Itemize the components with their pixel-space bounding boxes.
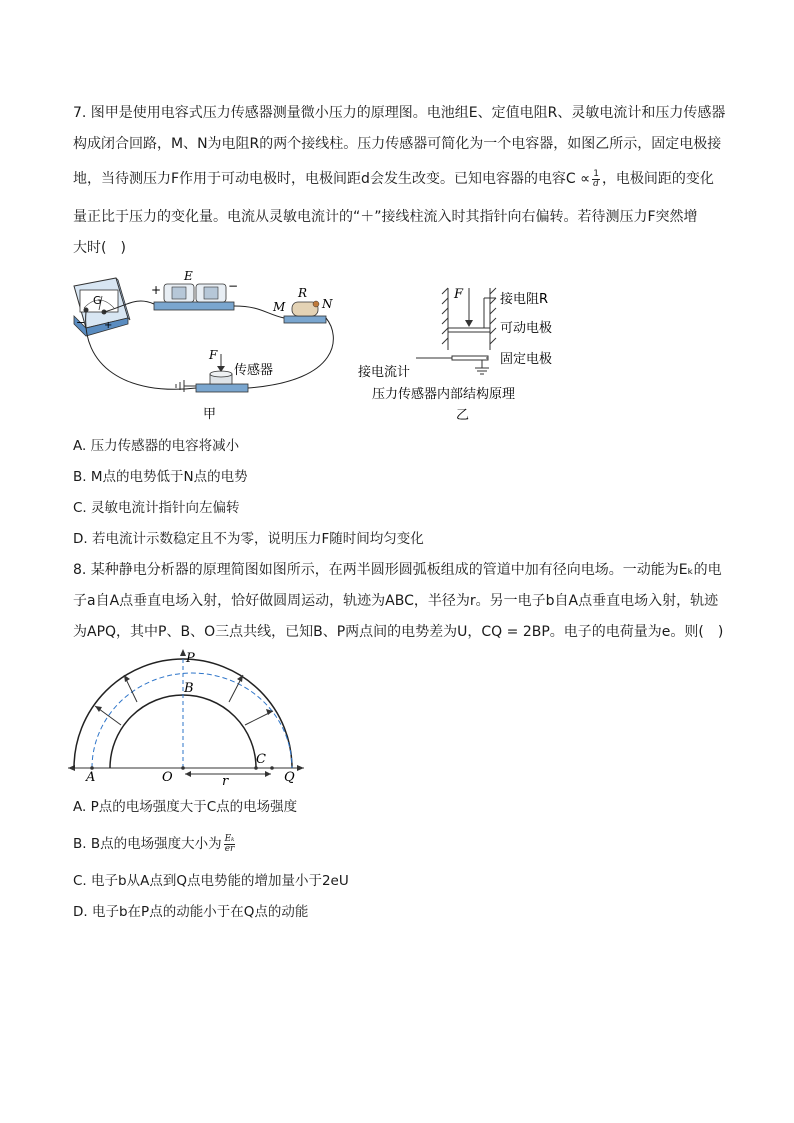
galvanometer-label: G [93, 294, 102, 307]
q7-line-1: 7. 图甲是使用电容式压力传感器测量微小压力的原理图。电池组E、定值电阻R、灵敏电流计和压力传感器 [73, 105, 726, 121]
figure-a-caption: 甲 [203, 407, 217, 422]
q7-line-5: 大时( ) [73, 240, 126, 256]
galvo-plus-label: + [104, 320, 113, 331]
q7-line-4: 量正比于压力的变化量。电流从灵敏电流计的“＋”接线柱流入时其指针向右偏转。若待测压力F突然增 [73, 209, 698, 225]
q8-line-3: 为APQ，其中P、B、O三点共线，已知B、P两点间的电势差为U，CQ = 2BP。电子的电荷量为e。则( ) [73, 624, 724, 640]
battery-label: E [184, 269, 193, 283]
field-strength-fraction [224, 835, 236, 854]
movable-electrode [448, 328, 490, 332]
sensor-label: 传感器 [234, 363, 274, 378]
battery-plus-label: + [151, 283, 162, 297]
q8-line-1: 8. 某种静电分析器的原理简图如图所示，在两半圆形圆弧板组成的管道中加有径向电场。一动能为Eₖ的电 [73, 562, 722, 578]
q8-option-b [73, 834, 237, 854]
q7-option-d: D. 若电流计示数稳定且不为零，说明压力F随时间均匀变化 [73, 531, 424, 547]
figure-b-caption: 乙 [456, 408, 470, 423]
label-r: r [222, 774, 229, 788]
q8-option-a: A. P点的电场强度大于C点的电场强度 [73, 799, 298, 815]
sensor-wall-right [490, 288, 496, 350]
label-o: O [162, 770, 173, 785]
q7-line-3 [73, 169, 714, 189]
q8-option-c: C. 电子b从A点到Q点电势能的增加量小于2eU [73, 873, 349, 889]
q8-option-d: D. 电子b在P点的动能小于在Q点的动能 [73, 904, 309, 920]
battery-minus-label: − [228, 279, 239, 293]
to-resistor-label: 接电阻R [500, 292, 549, 307]
ground-icon [475, 368, 489, 374]
fraction-denominator: d [593, 178, 599, 189]
to-galvo-label: 接电流计 [358, 365, 411, 380]
q7-option-c: C. 灵敏电流计指针向左偏转 [73, 500, 240, 516]
sensor-force-label: F [209, 348, 218, 362]
capacitance-fraction [592, 170, 600, 189]
figure-electrostatic-analyzer [64, 648, 308, 788]
label-q: Q [284, 770, 295, 785]
q7-option-a: A. 压力传感器的电容将减小 [73, 438, 240, 454]
force-label: F [454, 287, 464, 302]
galvo-minus-label: − [76, 316, 86, 329]
fixed-electrode-label: 固定电极 [500, 352, 553, 367]
figure-circuit [66, 266, 356, 426]
fraction-numerator: Eₖ [224, 833, 235, 844]
q8-option-b-text: B. B点的电场强度大小为 [73, 836, 222, 852]
q8-line-2: 子a自A点垂直电场入射，恰好做圆周运动，轨迹为ABC，半径为r。另一电子b自A点垂直电场入射，轨迹 [73, 593, 719, 609]
fraction-denominator: er [224, 843, 235, 854]
fixed-electrode [452, 356, 488, 360]
label-p: P [186, 651, 195, 666]
terminal-n-label: N [322, 297, 333, 311]
q7-line-3-tail: ，电极间距的变化 [601, 171, 714, 187]
battery-icon [154, 284, 234, 310]
q7-line-3-text: 地，当待测压力F作用于可动电极时，电极间距d会发生改变。已知电容器的电容C ∝ [73, 171, 591, 187]
sensor-wall-left [442, 288, 448, 350]
label-a: A [86, 770, 96, 785]
figure-sensor-structure [356, 276, 586, 426]
label-c: C [256, 752, 266, 767]
fraction-numerator: 1 [593, 168, 599, 179]
resistor-icon [284, 301, 326, 323]
movable-electrode-label: 可动电极 [500, 321, 553, 336]
q7-line-2: 构成闭合回路，M、N为电阻R的两个接线柱。压力传感器可简化为一个电容器，如图乙所示，固定电极接 [73, 136, 722, 152]
q7-option-b: B. M点的电势低于N点的电势 [73, 469, 248, 485]
resistor-label: R [298, 286, 308, 300]
label-b: B [184, 681, 194, 696]
figure-b-subtitle: 压力传感器内部结构原理 [372, 387, 516, 402]
terminal-m-label: M [273, 300, 286, 314]
ground-icon [176, 380, 196, 392]
